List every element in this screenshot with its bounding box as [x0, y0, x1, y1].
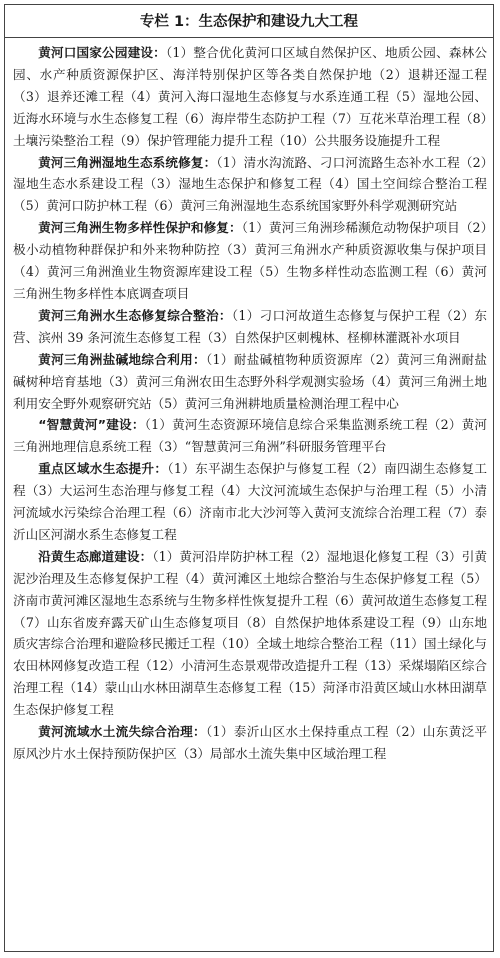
section-body: （1）整合优化黄河口区域自然保护区、地质公园、森林公园、水产种质资源保护区、海洋特别保护区等各类自然保护地（2）退耕还湿工程（3）退养还滩工程（4）黄河入海口湿地生态修复与水系连通工程（5）湿地公园、近海水环境与水生态修复工程（6）海岸带生态防护工程（7）互花米草治理工程（8）土壤污染整治工程（9）保护管理能力提升工程（10）公共服务设施提升工程: [13, 45, 488, 148]
section-body: （1）耐盐碱植物种质资源库（2）黄河三角洲耐盐碱树种培育基地（3）黄河三角洲农田生态野外科学观测实验场（4）黄河三角洲土地利用安全野外观察研究站（5）黄河三角洲耕地质量检测治理工程中心: [13, 351, 487, 411]
section-heading: 黄河三角洲生物多样性保护和修复：: [38, 220, 242, 236]
section-body: （1）刁口河故道生态修复与保护工程（2）东营、滨州 39 条河流生态修复工程（3）自然保护区刺槐林、柽柳林灌溉补水项目: [13, 307, 487, 345]
section-paragraph: [13, 217, 487, 305]
box-content: [5, 38, 493, 765]
section-body: （1）泰沂山区水土保持重点工程（2）山东黄泛平原风沙片水土保持预防保护区（3）局部水土流失集中区域治理工程: [13, 724, 487, 761]
section-paragraph: [13, 414, 487, 458]
section-heading: 黄河三角洲湿地生态系统修复：: [38, 154, 217, 170]
section-paragraph: [13, 458, 487, 546]
section-heading: 黄河口国家公园建设：: [38, 45, 166, 60]
section-heading: 沿黄生态廊道建设：: [38, 548, 153, 564]
section-heading: 黄河流域水土流失综合治理：: [38, 724, 206, 740]
section-paragraph: [13, 721, 487, 765]
section-paragraph: [13, 42, 487, 152]
section-heading: “智慧黄河”建设：: [38, 417, 145, 433]
section-paragraph: [13, 305, 487, 349]
section-paragraph: [13, 546, 487, 721]
section-heading: 黄河三角洲水生态修复综合整治：: [38, 307, 232, 323]
column-box: [4, 4, 494, 952]
section-body: （1）黄河生态资源环境信息综合采集监测系统工程（2）黄河三角洲地理信息系统工程（3）“智慧黄河三角洲”科研服务管理平台: [13, 417, 487, 455]
section-heading: 黄河三角洲盐碱地综合利用：: [38, 351, 206, 367]
section-heading: 重点区域水生态提升：: [38, 461, 168, 477]
section-body: （1）东平湖生态保护与修复工程（2）南四湖生态修复工程（3）大运河生态治理与修复工程（4）大汶河流域生态保护与治理工程（5）小清河流域水污染综合治理工程（6）济南市北大沙河等入黄河支流综合治理工程（7）泰沂山区河湖水系生态修复工程: [13, 461, 488, 542]
section-paragraph: [13, 152, 487, 218]
section-body: （1）黄河沿岸防护林工程（2）湿地退化修复工程（3）引黄泥沙治理及生态修复保护工程（4）黄河滩区土地综合整治与生态保护修复工程（5）济南市黄河滩区湿地生态系统与生物多样性恢复提升工程（6）黄河故道生态修复工程（7）山东省废弃露天矿山生态修复项目（8）自然保护地体系建设工程（9）山东地质灾害综合治理和避险移民搬迁工程（10）全域土地综合整治工程（11）国土绿化与农田林网修复改造工程（12）小清河生态景观带改造提升工程（13）采煤塌陷区综合治理工程（14）蒙山山水林田湖草生态修复工程（15）菏泽市沿黄区域山水林田湖草生态保护修复工程: [13, 548, 487, 718]
section-body: （1）清水沟流路、刁口河流路生态补水工程（2）湿地生态水系建设工程（3）湿地生态保护和修复工程（4）国土空间综合整治工程（5）黄河口防护林工程（6）黄河三角洲湿地生态系统国家野外科学观测研究站: [13, 154, 487, 214]
section-paragraph: [13, 349, 487, 415]
box-title: 专栏 1：生态保护和建设九大工程: [5, 11, 493, 38]
section-body: （1）黄河三角洲珍稀濒危动物保护项目（2）极小动植物种群保护和外来物种防控（3）黄河三角洲水产种质资源收集与保护项目（4）黄河三角洲渔业生物资源库建设工程（5）生物多样性动态监测工程（6）黄河三角洲生物多样性本底调查项目: [13, 220, 487, 301]
